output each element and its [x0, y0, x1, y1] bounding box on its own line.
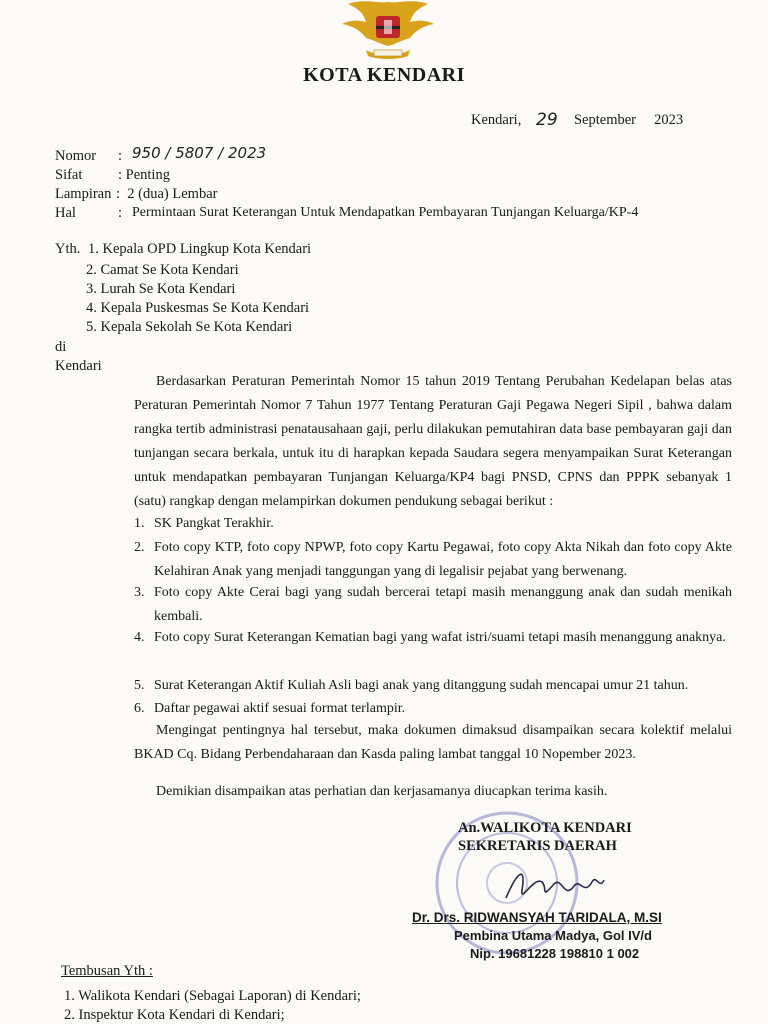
date-place: Kendari, [471, 112, 522, 128]
nomor-value-handwritten: 950 / 5807 / 2023 [132, 144, 267, 162]
list-number: 6. [134, 701, 145, 716]
date-month-year: September 2023 [574, 112, 684, 128]
garuda-emblem-icon [336, 0, 440, 64]
list-item-text: Foto copy Akte Cerai bagi yang sudah bercerai tetapi masih menanggung anak dan sudah menikah kembali. [154, 585, 732, 624]
lampiran-label: Lampiran [55, 186, 112, 202]
recipient-item: 4. Kepala Puskesmas Se Kota Kendari [86, 300, 310, 316]
date-day-handwritten: 29 [536, 110, 558, 130]
nomor-label: Nomor [55, 148, 97, 164]
sifat-label: Sifat [55, 167, 83, 183]
recipient-prefix: Yth. [55, 241, 81, 257]
sifat-value: : Penting [118, 167, 170, 183]
tembusan-item: 2. Inspektur Kota Kendari di Kendari; [64, 1007, 285, 1023]
handwritten-signature-icon [500, 860, 610, 916]
hal-value: Permintaan Surat Keterangan Untuk Mendapatkan Pembayaran Tunjangan Keluarga/KP-4 [132, 205, 639, 220]
recipient-item: 5. Kepala Sekolah Se Kota Kendari [86, 319, 293, 335]
list-item-text: SK Pangkat Terakhir. [154, 516, 274, 531]
hal-label: Hal [55, 205, 76, 221]
list-number: 5. [134, 678, 145, 693]
letterhead-title: KOTA KENDARI [303, 64, 465, 86]
tembusan-item: 1. Walikota Kendari (Sebagai Laporan) di Kendari; [64, 988, 361, 1004]
recipient-item: 1. Kepala OPD Lingkup Kota Kendari [88, 241, 312, 257]
nomor-colon: : [118, 148, 123, 164]
tembusan-title: Tembusan Yth : [61, 963, 153, 979]
recipient-item: 2. Camat Se Kota Kendari [86, 262, 239, 278]
signature-line2: SEKRETARIS DAERAH [458, 838, 617, 854]
lampiran-value: : 2 (dua) Lembar [116, 186, 218, 202]
list-item-text: Surat Keterangan Aktif Kuliah Asli bagi anak yang ditanggung sudah mencapai umur 21 tahun. [154, 678, 689, 693]
signature-rank: Pembina Utama Madya, Gol IV/d [454, 928, 652, 943]
recipient-di: di [55, 339, 67, 355]
body-intro-paragraph: Berdasarkan Peraturan Pemerintah Nomor 15 tahun 2019 Tentang Perubahan Kedelapan belas atas Peraturan Pemerintah Nomor 7 Tahun 1977 Tentang Peraturan Gaji Pegawa Negeri Sipil , bahwa dalam rangka tertib administrasi penatausahaan gaji, perlu dilakukan pemutahiran data base pembayaran gaji dan tunjangan secara berkala, untuk itu di harapkan kepada Saudara segera menyampaikan Surat Keterangan untuk mendapatkan pembayaran Tunjangan Keluarga/KP4 bagi PNSD, CPNS dan PPPK sebanyak 1 (satu) rangkap dengan melampirkan dokumen pendukung sebagai berikut : [134, 374, 732, 509]
closing-paragraph: Mengingat pentingnya hal tersebut, maka dokumen dimaksud disampaikan secara kolektif melalui BKAD Cq. Bidang Perbendaharaan dan Kasda paling lambat tanggal 10 Nopember 2023. [134, 723, 732, 762]
hal-colon: : [118, 205, 123, 221]
signature-line1: An.WALIKOTA KENDARI [458, 820, 632, 836]
list-number: 4. [134, 630, 145, 645]
list-item-text: Foto copy Surat Keterangan Kematian bagi yang wafat istri/suami tetapi masih menanggung anaknya. [154, 630, 726, 645]
list-item-text: Foto copy KTP, foto copy NPWP, foto copy Kartu Pegawai, foto copy Akta Nikah dan foto copy Akte Kelahiran Anak yang menjadi tanggungan yang di legalisir pejabat yang berwenang. [154, 540, 732, 579]
list-item-text: Daftar pegawai aktif sesuai format terlampir. [154, 701, 406, 716]
list-number: 3. [134, 585, 145, 600]
closing-thanks: Demikian disampaikan atas perhatian dan kerjasamanya diucapkan terima kasih. [156, 784, 608, 799]
recipient-city: Kendari [55, 358, 102, 374]
list-number: 2. [134, 540, 145, 555]
signature-nip: Nip. 19681228 198810 1 002 [470, 946, 640, 961]
list-number: 1. [134, 516, 145, 531]
recipient-item: 3. Lurah Se Kota Kendari [86, 281, 236, 297]
signature-name: Dr. Drs. RIDWANSYAH TARIDALA, M.SI [412, 910, 662, 925]
